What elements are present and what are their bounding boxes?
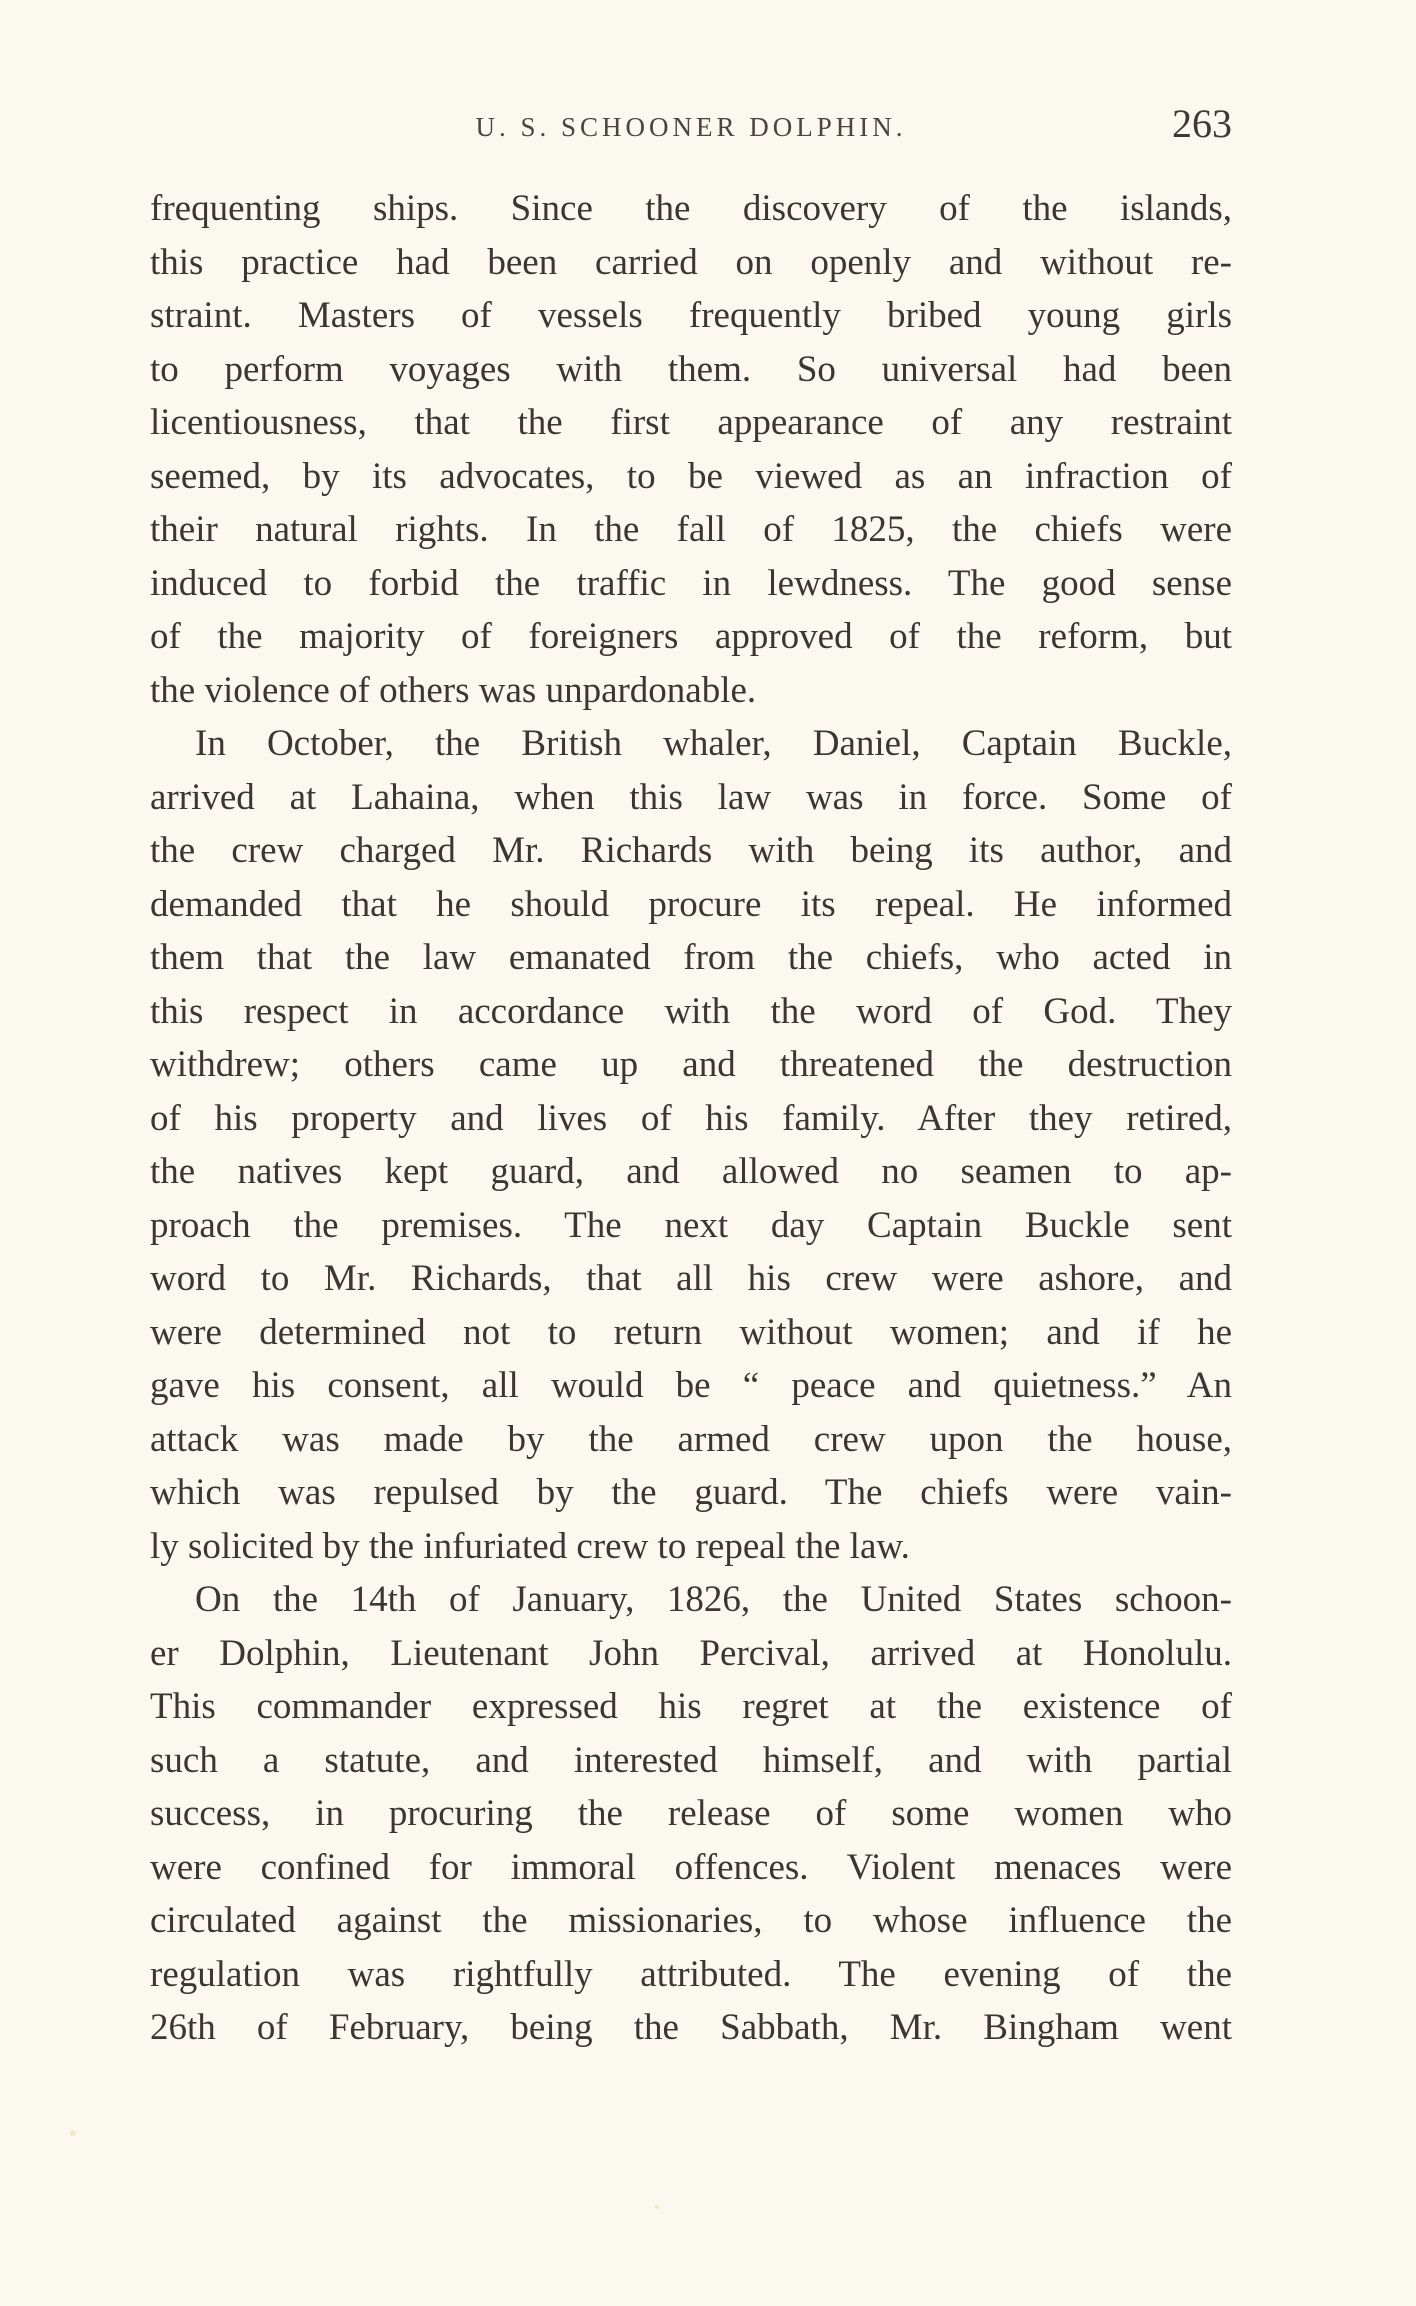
text-line: the natives kept guard, and allowed no seamen to ap- — [150, 1151, 1232, 1192]
page-number: 263 — [1172, 101, 1232, 146]
text-line: regulation was rightfully attributed. The evening of the — [150, 1953, 1232, 1995]
text-line: arrived at Lahaina, when this law was in force. Some of — [150, 776, 1232, 818]
text-line: attack was made by the armed crew upon the house, — [150, 1418, 1232, 1460]
text-line: this respect in accordance with the word of God. They — [150, 990, 1232, 1032]
text-line: which was repulsed by the guard. The chiefs were vain- — [150, 1472, 1232, 1513]
text-line: success, in procuring the release of some women who — [150, 1793, 1232, 1834]
text-line: seemed, by its advocates, to be viewed as an infraction of — [150, 455, 1232, 497]
text-line: of his property and lives of his family. After they retired, — [150, 1097, 1232, 1139]
text-line: circulated against the missionaries, to whose influence the — [150, 1900, 1232, 1941]
paper-speck — [70, 2130, 76, 2136]
text-line: ly solicited by the infuriated crew to repeal the law. — [150, 1525, 910, 1567]
text-line: demanded that he should procure its repeal. He informed — [150, 883, 1232, 925]
text-line: were confined for immoral offences. Violent menaces were — [150, 1846, 1232, 1888]
paper-speck — [655, 2205, 659, 2209]
text-line: this practice had been carried on openly and without re- — [150, 241, 1232, 283]
text-line: word to Mr. Richards, that all his crew were ashore, and — [150, 1258, 1232, 1299]
page-header — [150, 100, 1232, 160]
text-line: On the 14th of January, 1826, the United States schoon- — [195, 1579, 1232, 1620]
body-text — [150, 182, 1232, 2055]
text-line: frequenting ships. Since the discovery of the islands, — [150, 188, 1232, 229]
text-line: straint. Masters of vessels frequently bribed young girls — [150, 295, 1232, 336]
text-line: were determined not to return without women; and if he — [150, 1311, 1232, 1353]
text-line: the crew charged Mr. Richards with being its author, and — [150, 830, 1232, 871]
text-line: er Dolphin, Lieutenant John Percival, arrived at Honolulu. — [150, 1632, 1232, 1674]
text-line: of the majority of foreigners approved of the reform, but — [150, 616, 1232, 657]
text-line: their natural rights. In the fall of 1825, the chiefs were — [150, 509, 1232, 550]
text-line: such a statute, and interested himself, and with partial — [150, 1739, 1232, 1781]
text-line: 26th of February, being the Sabbath, Mr. Bingham went — [150, 2007, 1232, 2048]
text-line: In October, the British whaler, Daniel, Captain Buckle, — [195, 723, 1232, 764]
text-line: licentiousness, that the first appearance of any restraint — [150, 402, 1232, 443]
text-line: This commander expressed his regret at the existence of — [150, 1686, 1232, 1727]
text-line: proach the premises. The next day Captain Buckle sent — [150, 1204, 1232, 1246]
text-line: induced to forbid the traffic in lewdness. The good sense — [150, 562, 1232, 604]
text-line: to perform voyages with them. So universal had been — [150, 348, 1232, 390]
text-line: withdrew; others came up and threatened the destruction — [150, 1044, 1232, 1085]
text-line: them that the law emanated from the chiefs, who acted in — [150, 937, 1232, 978]
text-line: gave his consent, all would be “ peace and quietness.” An — [150, 1365, 1232, 1406]
text-line: the violence of others was unpardonable. — [150, 669, 757, 711]
running-head: U. S. SCHOONER DOLPHIN. — [475, 112, 907, 142]
